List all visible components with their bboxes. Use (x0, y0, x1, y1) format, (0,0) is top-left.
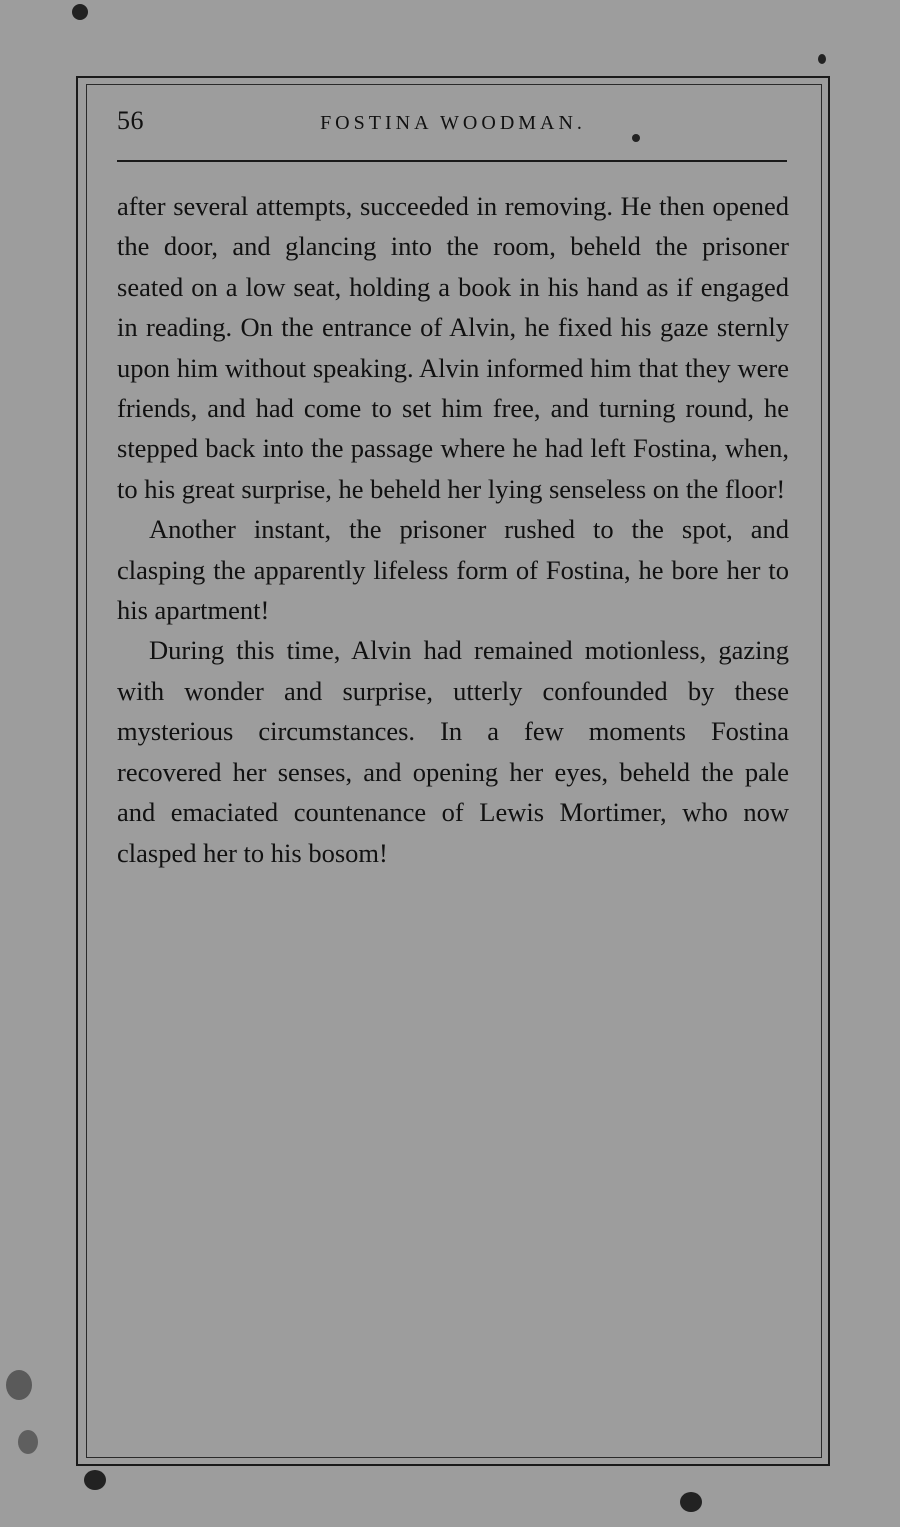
paragraph: During this time, Alvin had remained motionless, gazing with wonder and surprise, utterly confounded by these mysterious circumstances. In a few moments Fostina recovered her senses, and opening her eyes, beheld the pale and emaciated countenance of Lewis Mortimer, who now clasped her to his bosom! (117, 635, 789, 868)
ink-speck (632, 134, 640, 142)
ink-speck (72, 4, 88, 20)
body-text (117, 186, 789, 873)
ink-speck (818, 54, 826, 64)
page-header (117, 104, 789, 144)
paragraph: Another instant, the prisoner rushed to the spot, and clasping the apparently lifeless form of Fostina, he bore her to his apartment! (117, 514, 789, 626)
ink-speck (18, 1430, 38, 1454)
running-title: FOSTINA WOODMAN. (320, 112, 586, 134)
ink-speck (6, 1370, 32, 1400)
paragraph: after several attempts, succeeded in removing. He then opened the door, and glancing into the room, beheld the prisoner seated on a low seat, holding a book in his hand as if engaged in reading. On the entrance of Alvin, he fixed his gaze sternly upon him without speaking. Alvin informed him that they were friends, and had come to set him free, and turning round, he stepped back into the passage where he had left Fostina, when, to his great surprise, he beheld her lying senseless on the floor! (117, 191, 789, 504)
page-number: 56 (117, 106, 144, 135)
header-rule (117, 160, 787, 162)
ink-speck (680, 1492, 702, 1512)
ink-speck (84, 1470, 106, 1490)
